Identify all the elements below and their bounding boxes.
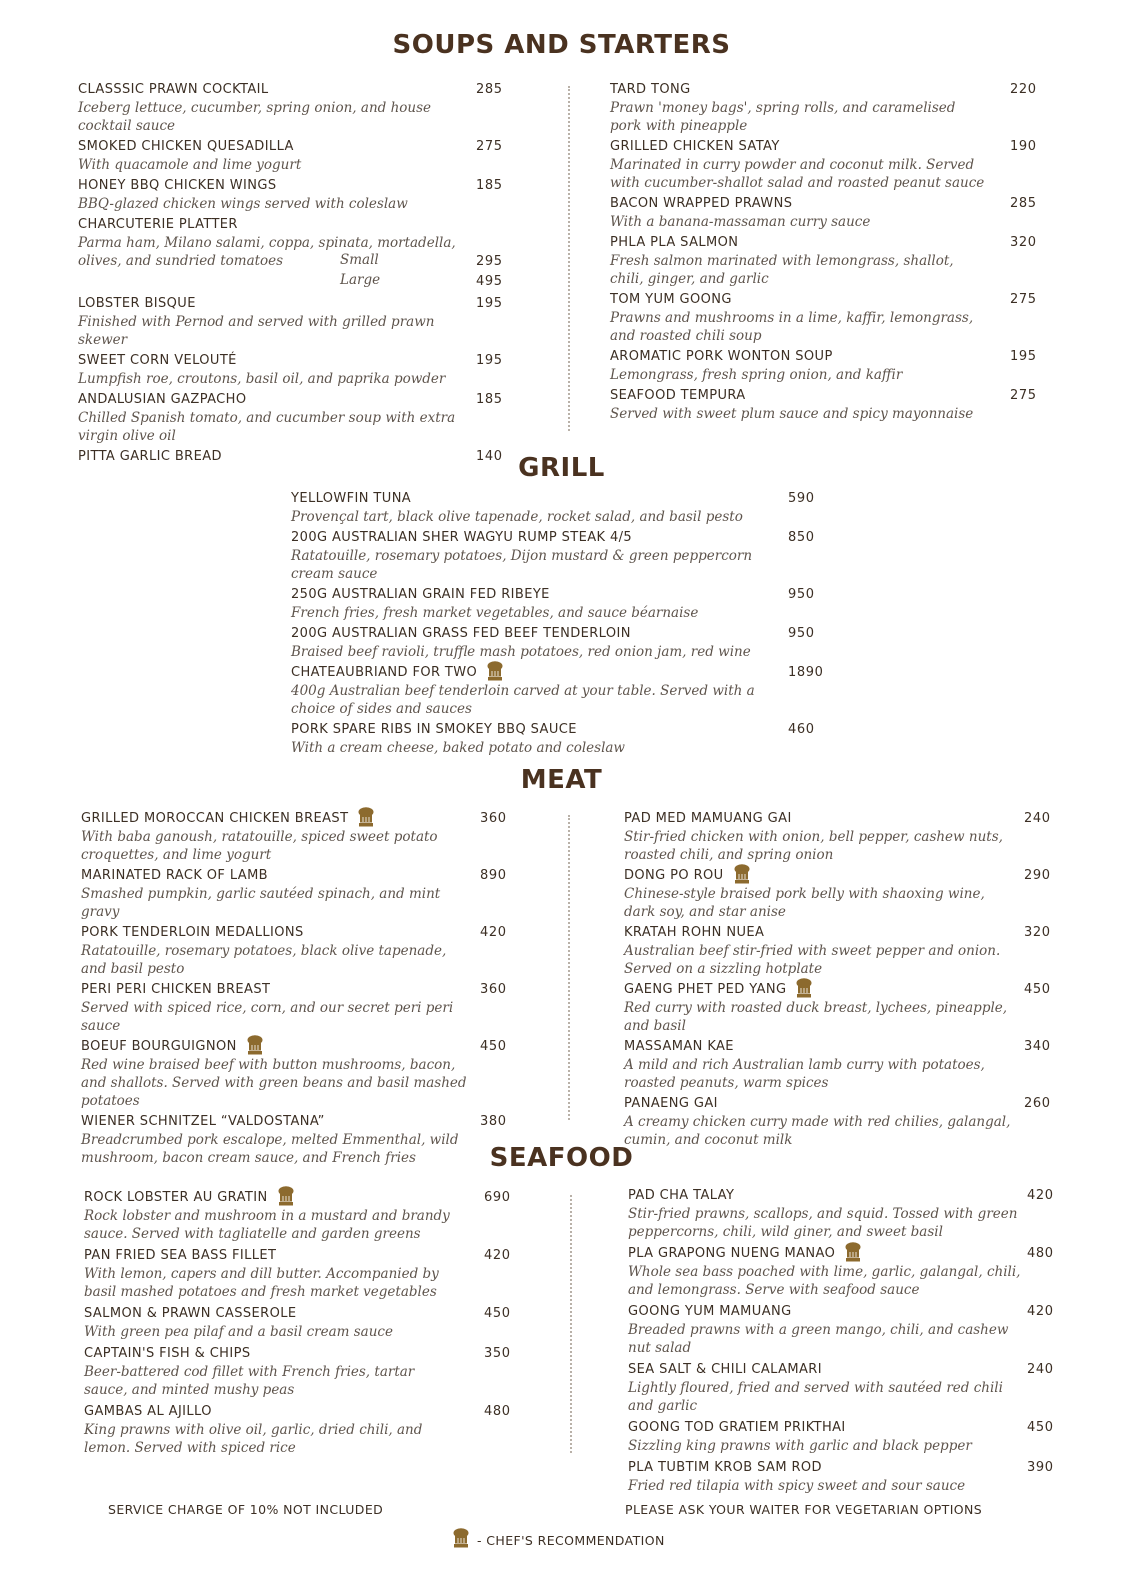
menu-item-header xyxy=(628,1420,1058,1437)
menu-item xyxy=(628,1304,1058,1357)
menu-item-name: CHARCUTERIE PLATTER xyxy=(78,217,238,232)
menu-item-price: 360 xyxy=(480,982,507,997)
seafood-left-column xyxy=(84,1190,516,1462)
variant-label: Small xyxy=(340,252,379,268)
menu-item-description: Breaded prawns with a green mango, chili, and cashew nut salad xyxy=(628,1322,1009,1356)
menu-item xyxy=(84,1190,516,1243)
menu-item-description: Provençal tart, black olive tapenade, rocket salad, and basil pesto xyxy=(291,509,743,525)
menu-item-price: 140 xyxy=(476,449,503,464)
seafood-right-column xyxy=(628,1188,1058,1500)
menu-item-price: 185 xyxy=(476,392,503,407)
menu-item-description: Smashed pumpkin, garlic sautéed spinach, and mint gravy xyxy=(81,886,441,920)
menu-item-description: Lightly floured, fried and served with sautéed red chili and garlic xyxy=(628,1380,1003,1414)
legend-label: - CHEF'S RECOMMENDATION xyxy=(477,1533,665,1548)
menu-item xyxy=(291,722,826,757)
menu-item-price: 195 xyxy=(476,296,503,311)
menu-item-name: TOM YUM GOONG xyxy=(610,292,732,307)
menu-item-price: 450 xyxy=(1027,1420,1054,1435)
menu-item xyxy=(624,982,1056,1035)
meat-right-column xyxy=(624,811,1056,1153)
menu-item xyxy=(610,139,1040,192)
menu-item xyxy=(291,626,826,661)
legend xyxy=(453,1528,665,1552)
menu-item-price: 185 xyxy=(476,178,503,193)
menu-item-header xyxy=(610,82,1040,99)
menu-item xyxy=(81,925,513,978)
menu-item-header xyxy=(81,868,513,885)
menu-item-header xyxy=(291,665,826,682)
menu-item-header xyxy=(81,1114,513,1131)
menu-item-description: Prawns and mushrooms in a lime, kaffir, lemongrass, and roasted chili soup xyxy=(610,310,974,344)
menu-item-header xyxy=(84,1306,516,1323)
menu-item xyxy=(84,1306,516,1341)
variant-price: 495 xyxy=(476,274,503,289)
column-divider xyxy=(570,1195,572,1453)
menu-item-header xyxy=(81,811,513,828)
menu-item-header xyxy=(610,388,1040,405)
menu-item-price: 240 xyxy=(1024,811,1051,826)
menu-item xyxy=(291,491,826,526)
menu-item-description: Lumpfish roe, croutons, basil oil, and paprika powder xyxy=(78,371,446,387)
menu-item-name: MASSAMAN KAE xyxy=(624,1039,734,1054)
menu-item-description: With a cream cheese, baked potato and coleslaw xyxy=(291,740,625,756)
menu-item-header xyxy=(628,1362,1058,1379)
menu-item-description: Stir-fried chicken with onion, bell pepper, cashew nuts, roasted chili, and spring onion xyxy=(624,829,1003,863)
menu-item-name: KRATAH ROHN NUEA xyxy=(624,925,765,940)
chef-hat-icon xyxy=(278,1186,294,1206)
menu-item-price: 190 xyxy=(1010,139,1037,154)
service-charge-note: SERVICE CHARGE OF 10% NOT INCLUDED xyxy=(108,1502,384,1517)
menu-item-name: WIENER SCHNITZEL “VALDOSTANA” xyxy=(81,1114,325,1129)
chef-hat-icon xyxy=(487,661,503,681)
menu-item-description: Marinated in curry powder and coconut milk. Served with cucumber-shallot salad and roasted peanut sauce xyxy=(610,157,985,191)
menu-item-description: With a banana-massaman curry sauce xyxy=(610,214,871,230)
variant-label: Large xyxy=(340,272,381,288)
menu-item-price: 450 xyxy=(1024,982,1051,997)
menu-item-price: 890 xyxy=(480,868,507,883)
menu-item-header xyxy=(624,1096,1056,1113)
soups-left-column xyxy=(78,82,508,470)
menu-item-price: 480 xyxy=(484,1404,511,1419)
menu-item-name: YELLOWFIN TUNA xyxy=(291,491,412,506)
menu-item-description: Beer-battered cod fillet with French fries, tartar sauce, and minted mushy peas xyxy=(84,1364,415,1398)
menu-item-price: 240 xyxy=(1027,1362,1054,1377)
menu-item-header xyxy=(628,1304,1058,1321)
menu-item xyxy=(624,1039,1056,1092)
menu-item-name: PAN FRIED SEA BASS FILLET xyxy=(84,1248,277,1263)
menu-item-price: 1890 xyxy=(788,665,824,680)
menu-item-header xyxy=(610,349,1040,366)
menu-item xyxy=(84,1404,516,1457)
menu-item-header xyxy=(78,178,508,195)
menu-item xyxy=(78,392,508,445)
menu-item-description: Finished with Pernod and served with grilled prawn skewer xyxy=(78,314,435,348)
menu-item xyxy=(610,235,1040,288)
menu-item xyxy=(78,82,508,135)
menu-item-header xyxy=(84,1346,516,1363)
column-divider xyxy=(568,815,570,1120)
meat-left-column xyxy=(81,811,513,1171)
menu-item-price: 420 xyxy=(1027,1304,1054,1319)
menu-item-description: Braised beef ravioli, truffle mash potatoes, red onion jam, red wine xyxy=(291,644,751,660)
menu-item xyxy=(624,925,1056,978)
menu-item-description: Parma ham, Milano salami, coppa, spinata, mortadella, olives, and sundried tomatoes xyxy=(78,235,456,269)
menu-item-price: 260 xyxy=(1024,1096,1051,1111)
menu-item-header xyxy=(78,392,508,409)
menu-item xyxy=(628,1460,1058,1495)
menu-item xyxy=(628,1246,1058,1299)
menu-item-price: 380 xyxy=(480,1114,507,1129)
menu-item-header xyxy=(628,1246,1058,1263)
menu-item-price: 285 xyxy=(476,82,503,97)
menu-item-header xyxy=(81,982,513,999)
menu-item-description: Prawn 'money bags', spring rolls, and caramelised pork with pineapple xyxy=(610,100,956,134)
menu-item xyxy=(291,530,826,583)
menu-item-name: ANDALUSIAN GAZPACHO xyxy=(78,392,247,407)
menu-item-price: 275 xyxy=(1010,388,1037,403)
menu-item-header xyxy=(291,491,826,508)
menu-item xyxy=(610,349,1040,384)
menu-item-name: LOBSTER BISQUE xyxy=(78,296,196,311)
menu-item-name: DONG PO ROU xyxy=(624,868,724,883)
menu-item xyxy=(624,1096,1056,1149)
menu-item-price: 195 xyxy=(476,353,503,368)
menu-item xyxy=(81,1039,513,1110)
grill-column xyxy=(291,491,826,761)
chef-hat-icon xyxy=(358,807,374,827)
menu-item-name: TARD TONG xyxy=(610,82,691,97)
menu-item-header xyxy=(78,296,508,313)
menu-item xyxy=(628,1362,1058,1415)
menu-item xyxy=(78,139,508,174)
menu-item-header xyxy=(291,587,826,604)
menu-item-description: Australian beef stir-fried with sweet pepper and onion. Served on a sizzling hotplate xyxy=(624,943,1001,977)
menu-item xyxy=(291,665,826,718)
menu-item xyxy=(624,811,1056,864)
menu-item-name: GRILLED MOROCCAN CHICKEN BREAST xyxy=(81,811,349,826)
menu-item-price: 320 xyxy=(1010,235,1037,250)
menu-item-header xyxy=(624,868,1056,885)
menu-item-price: 340 xyxy=(1024,1039,1051,1054)
menu-item-price: 690 xyxy=(484,1190,511,1205)
menu-item-header xyxy=(628,1188,1058,1205)
menu-item-description: Chinese-style braised pork belly with shaoxing wine, dark soy, and star anise xyxy=(624,886,985,920)
menu-item-name: PITTA GARLIC BREAD xyxy=(78,449,222,464)
menu-item-description: BBQ-glazed chicken wings served with coleslaw xyxy=(78,196,408,212)
menu-item-variant xyxy=(78,252,508,272)
menu-item-name: SEA SALT & CHILI CALAMARI xyxy=(628,1362,822,1377)
menu-item-name: CHATEAUBRIAND FOR TWO xyxy=(291,665,478,680)
menu-item-name: PERI PERI CHICKEN BREAST xyxy=(81,982,271,997)
menu-item-name: SWEET CORN VELOUTÉ xyxy=(78,353,237,368)
menu-item-price: 390 xyxy=(1027,1460,1054,1475)
menu-item-name: MARINATED RACK OF LAMB xyxy=(81,868,268,883)
menu-item-price: 420 xyxy=(480,925,507,940)
chef-hat-icon xyxy=(845,1242,861,1262)
menu-item-header xyxy=(78,217,508,234)
menu-item xyxy=(610,82,1040,135)
menu-item-header xyxy=(624,925,1056,942)
section-title-seafood: SEAFOOD xyxy=(489,1143,634,1173)
menu-item-description: Fresh salmon marinated with lemongrass, shallot, chili, ginger, and garlic xyxy=(610,253,954,287)
menu-item xyxy=(291,587,826,622)
menu-item xyxy=(78,296,508,349)
menu-item-name: PLA TUBTIM KROB SAM ROD xyxy=(628,1460,822,1475)
section-title-grill: GRILL xyxy=(518,453,605,483)
menu-item xyxy=(78,178,508,213)
menu-item-price: 195 xyxy=(1010,349,1037,364)
menu-item-name: SALMON & PRAWN CASSEROLE xyxy=(84,1306,297,1321)
menu-item-description: Stir-fried prawns, scallops, and squid. Tossed with green peppercorns, chili, wild giner, and sweet basil xyxy=(628,1206,1018,1240)
chef-hat-icon xyxy=(247,1035,263,1055)
menu-item-header xyxy=(291,722,826,739)
menu-item-price: 290 xyxy=(1024,868,1051,883)
menu-item-description: With baba ganoush, ratatouille, spiced sweet potato croquettes, and lime yogurt xyxy=(81,829,438,863)
menu-item-header xyxy=(628,1460,1058,1477)
menu-item-name: PORK SPARE RIBS IN SMOKEY BBQ SAUCE xyxy=(291,722,577,737)
menu-item-description: A mild and rich Australian lamb curry with potatoes, roasted peanuts, warm spices xyxy=(624,1057,985,1091)
menu-item-name: SEAFOOD TEMPURA xyxy=(610,388,746,403)
chef-hat-icon xyxy=(734,864,750,884)
soups-right-column xyxy=(610,82,1040,427)
menu-item-name: PORK TENDERLOIN MEDALLIONS xyxy=(81,925,304,940)
menu-item-price: 480 xyxy=(1027,1246,1054,1261)
chef-hat-icon xyxy=(796,978,812,998)
menu-item xyxy=(84,1346,516,1399)
menu-item-description: Rock lobster and mushroom in a mustard and brandy sauce. Served with tagliatelle and garden greens xyxy=(84,1208,450,1242)
chef-hat-icon xyxy=(453,1528,469,1548)
menu-item-description: With lemon, capers and dill butter. Accompanied by basil mashed potatoes and fresh market vegetables xyxy=(84,1266,439,1300)
menu-item-price: 450 xyxy=(484,1306,511,1321)
menu-item-name: 250G AUSTRALIAN GRAIN FED RIBEYE xyxy=(291,587,550,602)
menu-item-price: 275 xyxy=(476,139,503,154)
menu-item xyxy=(628,1420,1058,1455)
menu-item xyxy=(610,388,1040,423)
menu-item-price: 590 xyxy=(788,491,815,506)
menu-item-description: Breadcrumbed pork escalope, melted Emmenthal, wild mushroom, bacon cream sauce, and French fries xyxy=(81,1132,459,1166)
menu-item-price: 220 xyxy=(1010,82,1037,97)
menu-item-name: PHLA PLA SALMON xyxy=(610,235,739,250)
menu-item-price: 950 xyxy=(788,626,815,641)
menu-item xyxy=(628,1188,1058,1241)
menu-item-description: Red wine braised beef with button mushrooms, bacon, and shallots. Served with green beans and basil mashed potatoes xyxy=(81,1057,467,1109)
menu-item-name: ROCK LOBSTER AU GRATIN xyxy=(84,1190,268,1205)
menu-item xyxy=(610,196,1040,231)
vegetarian-note: PLEASE ASK YOUR WAITER FOR VEGETARIAN OPTIONS xyxy=(625,1502,983,1517)
menu-item-name: PLA GRAPONG NUENG MANAO xyxy=(628,1246,836,1261)
menu-item-name: SMOKED CHICKEN QUESADILLA xyxy=(78,139,294,154)
menu-item-header xyxy=(78,82,508,99)
menu-item-description: With quacamole and lime yogurt xyxy=(78,157,302,173)
menu-item xyxy=(624,868,1056,921)
menu-item xyxy=(84,1248,516,1301)
menu-item-name: PAD CHA TALAY xyxy=(628,1188,735,1203)
menu-item-name: BACON WRAPPED PRAWNS xyxy=(610,196,793,211)
menu-item-header xyxy=(610,292,1040,309)
menu-item-header xyxy=(78,353,508,370)
menu-item-name: 200G AUSTRALIAN SHER WAGYU RUMP STEAK 4/5 xyxy=(291,530,633,545)
menu-item-name: HONEY BBQ CHICKEN WINGS xyxy=(78,178,277,193)
menu-item xyxy=(81,811,513,864)
menu-item-description: Whole sea bass poached with lime, garlic, galangal, chili, and lemongrass. Serve with seafood sauce xyxy=(628,1264,1021,1298)
menu-item-name: GAMBAS AL AJILLO xyxy=(84,1404,212,1419)
menu-item-header xyxy=(84,1190,516,1207)
menu-item-price: 850 xyxy=(788,530,815,545)
menu-item-name: CAPTAIN'S FISH & CHIPS xyxy=(84,1346,251,1361)
menu-item-price: 275 xyxy=(1010,292,1037,307)
menu-item-description: Chilled Spanish tomato, and cucumber soup with extra virgin olive oil xyxy=(78,410,456,444)
menu-item-header xyxy=(624,1039,1056,1056)
menu-item-description: Iceberg lettuce, cucumber, spring onion, and house cocktail sauce xyxy=(78,100,432,134)
section-title-soups: SOUPS AND STARTERS xyxy=(392,30,731,60)
menu-item-name: AROMATIC PORK WONTON SOUP xyxy=(610,349,833,364)
menu-item-price: 285 xyxy=(1010,196,1037,211)
section-title-meat: MEAT xyxy=(520,765,603,795)
menu-item-description: King prawns with olive oil, garlic, dried chili, and lemon. Served with spiced rice xyxy=(84,1422,423,1456)
menu-item-description: Ratatouille, rosemary potatoes, Dijon mustard & green peppercorn cream sauce xyxy=(291,548,753,582)
menu-item-header xyxy=(81,925,513,942)
menu-item-header xyxy=(610,139,1040,156)
menu-item-name: CLASSSIC PRAWN COCKTAIL xyxy=(78,82,269,97)
menu-item-price: 320 xyxy=(1024,925,1051,940)
menu-item-header xyxy=(78,139,508,156)
menu-item-header xyxy=(624,982,1056,999)
menu-item-name: BOEUF BOURGUIGNON xyxy=(81,1039,237,1054)
menu-item-header xyxy=(610,196,1040,213)
menu-item-price: 350 xyxy=(484,1346,511,1361)
menu-item-variant xyxy=(78,272,508,292)
menu-item-header xyxy=(84,1404,516,1421)
menu-item-price: 450 xyxy=(480,1039,507,1054)
menu-item-name: PANAENG GAI xyxy=(624,1096,718,1111)
menu-item-description: Lemongrass, fresh spring onion, and kaffir xyxy=(610,367,903,383)
menu-item-name: GAENG PHET PED YANG xyxy=(624,982,787,997)
menu-item-name: GRILLED CHICKEN SATAY xyxy=(610,139,780,154)
menu-item xyxy=(610,292,1040,345)
menu-item-name: PAD MED MAMUANG GAI xyxy=(624,811,792,826)
menu-item-header xyxy=(291,626,826,643)
menu-item-description: French fries, fresh market vegetables, and sauce béarnaise xyxy=(291,605,699,621)
menu-item xyxy=(78,353,508,388)
menu-item xyxy=(78,217,508,292)
menu-item-header xyxy=(81,1039,513,1056)
menu-item-description: A creamy chicken curry made with red chilies, galangal, cumin, and coconut milk xyxy=(624,1114,1011,1148)
menu-item-price: 460 xyxy=(788,722,815,737)
menu-item-price: 420 xyxy=(1027,1188,1054,1203)
menu-item-header xyxy=(624,811,1056,828)
menu-item-description: With green pea pilaf and a basil cream sauce xyxy=(84,1324,393,1340)
menu-item-description: Fried red tilapia with spicy sweet and sour sauce xyxy=(628,1478,966,1494)
menu-item-price: 950 xyxy=(788,587,815,602)
menu-item-price: 420 xyxy=(484,1248,511,1263)
menu-item xyxy=(81,868,513,921)
menu-item-header xyxy=(84,1248,516,1265)
menu-item-description: Ratatouille, rosemary potatoes, black olive tapenade, and basil pesto xyxy=(81,943,447,977)
menu-item-description: Served with sweet plum sauce and spicy mayonnaise xyxy=(610,406,974,422)
menu-item-price: 360 xyxy=(480,811,507,826)
variant-price: 295 xyxy=(476,254,503,269)
menu-item-description: Sizzling king prawns with garlic and black pepper xyxy=(628,1438,972,1454)
menu-item-description: Red curry with roasted duck breast, lychees, pineapple, and basil xyxy=(624,1000,1008,1034)
menu-item-name: GOONG YUM MAMUANG xyxy=(628,1304,792,1319)
column-divider xyxy=(568,86,570,431)
menu-item-description: 400g Australian beef tenderloin carved at your table. Served with a choice of sides and sauces xyxy=(291,683,755,717)
menu-item-header xyxy=(291,530,826,547)
menu-item-description: Served with spiced rice, corn, and our secret peri peri sauce xyxy=(81,1000,454,1034)
menu-item-name: GOONG TOD GRATIEM PRIKTHAI xyxy=(628,1420,846,1435)
menu-item xyxy=(81,982,513,1035)
menu-item-header xyxy=(610,235,1040,252)
menu-item-name: 200G AUSTRALIAN GRASS FED BEEF TENDERLOIN xyxy=(291,626,631,641)
